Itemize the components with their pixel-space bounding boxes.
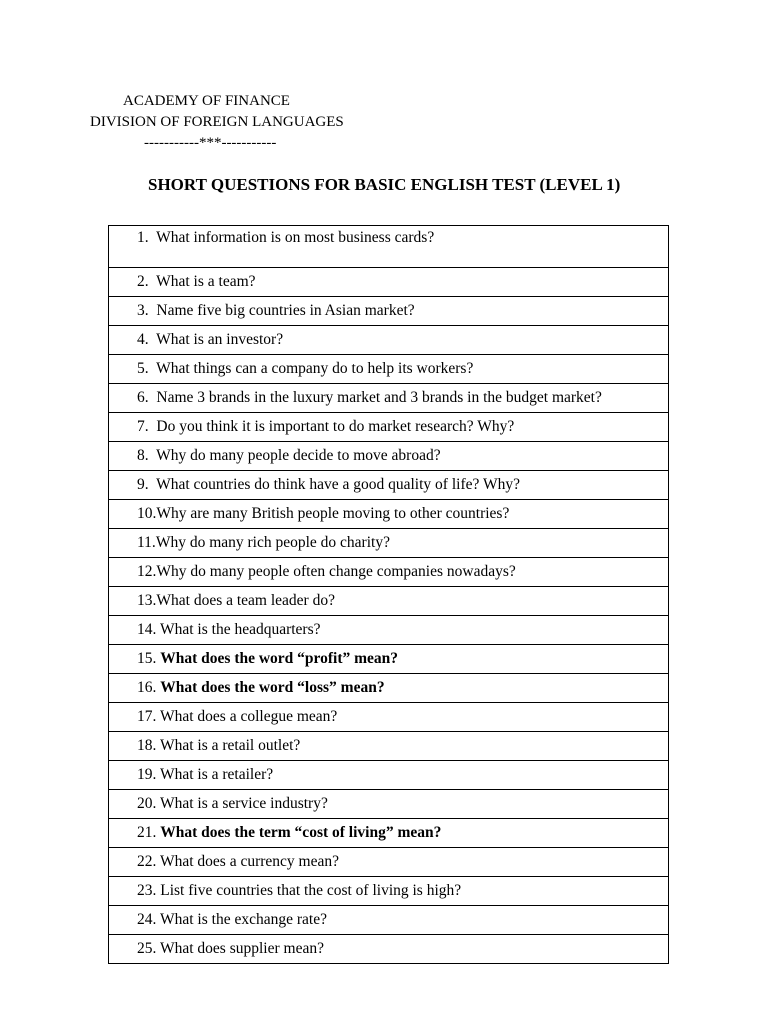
question-cell <box>109 355 669 384</box>
question-row <box>109 819 669 848</box>
question-number: 21. <box>137 824 161 841</box>
question-cell <box>109 819 669 848</box>
question-text: Why are many British people moving to other countries? <box>156 505 510 522</box>
question-cell <box>109 471 669 500</box>
question-number: 18. <box>137 737 160 754</box>
question-number: 7. <box>137 418 157 435</box>
question-cell <box>109 761 669 790</box>
question-row <box>109 645 669 674</box>
question-row <box>109 442 669 471</box>
question-text: Name 3 brands in the luxury market and 3 brands in the budget market? <box>156 389 602 406</box>
question-row <box>109 790 669 819</box>
question-text: What is a retail outlet? <box>159 737 301 754</box>
question-text: What is a retailer? <box>159 766 274 783</box>
institution-name: ACADEMY OF FINANCE <box>123 93 290 109</box>
question-text: What does the word “loss” mean? <box>160 679 385 696</box>
question-cell <box>109 848 669 877</box>
question-row <box>109 297 669 326</box>
question-text: Why do many people decide to move abroad? <box>156 447 441 464</box>
question-number: 8. <box>137 447 157 464</box>
question-row <box>109 848 669 877</box>
question-number: 11. <box>137 534 156 551</box>
question-row <box>109 703 669 732</box>
question-cell <box>109 384 669 413</box>
question-row <box>109 355 669 384</box>
header-separator: -----------***----------- <box>144 135 277 151</box>
question-text: What does the term “cost of living” mean? <box>160 824 442 841</box>
question-cell <box>109 732 669 761</box>
question-number: 2. <box>137 273 157 290</box>
question-number: 25. <box>137 940 160 957</box>
question-row <box>109 935 669 964</box>
question-cell <box>109 935 669 964</box>
question-number: 12. <box>137 563 157 580</box>
question-text: What countries do think have a good quality of life? Why? <box>156 476 520 493</box>
question-row <box>109 326 669 355</box>
question-row <box>109 268 669 297</box>
question-number: 24. <box>137 911 160 928</box>
question-number: 14. <box>137 621 160 638</box>
question-text: Why do many people often change companies nowadays? <box>156 563 516 580</box>
question-number: 15. <box>137 650 161 667</box>
question-number: 6. <box>137 389 157 406</box>
document-title: SHORT QUESTIONS FOR BASIC ENGLISH TEST (LEVEL 1) <box>148 175 621 194</box>
question-cell <box>109 790 669 819</box>
question-row <box>109 732 669 761</box>
question-text: What is a service industry? <box>159 795 328 812</box>
question-cell <box>109 442 669 471</box>
question-number: 4. <box>137 331 157 348</box>
question-text: What does a team leader do? <box>156 592 335 609</box>
question-row <box>109 906 669 935</box>
question-text: What does the word “profit” mean? <box>160 650 399 667</box>
question-number: 22. <box>137 853 160 870</box>
question-text: What does a collegue mean? <box>159 708 338 725</box>
question-cell <box>109 268 669 297</box>
question-number: 9. <box>137 476 157 493</box>
question-row <box>109 529 669 558</box>
question-cell <box>109 529 669 558</box>
question-row <box>109 761 669 790</box>
division-name: DIVISION OF FOREIGN LANGUAGES <box>90 114 344 130</box>
question-cell <box>109 645 669 674</box>
question-row <box>109 558 669 587</box>
question-number: 19. <box>137 766 160 783</box>
question-cell <box>109 226 669 268</box>
question-number: 10. <box>137 505 157 522</box>
questions-table <box>108 225 669 964</box>
question-cell <box>109 616 669 645</box>
question-text: What is an investor? <box>156 331 284 348</box>
question-number: 23. <box>137 882 161 899</box>
question-row <box>109 674 669 703</box>
question-number: 16. <box>137 679 161 696</box>
question-cell <box>109 906 669 935</box>
question-text: What is a team? <box>156 273 256 290</box>
question-row <box>109 877 669 906</box>
question-row <box>109 500 669 529</box>
question-cell <box>109 587 669 616</box>
question-cell <box>109 297 669 326</box>
question-number: 3. <box>137 302 157 319</box>
question-text: Do you think it is important to do market research? Why? <box>156 418 515 435</box>
question-text: What is the exchange rate? <box>159 911 327 928</box>
question-cell <box>109 413 669 442</box>
question-number: 13. <box>137 592 157 609</box>
question-row <box>109 471 669 500</box>
question-text: What things can a company do to help its workers? <box>156 360 474 377</box>
question-number: 5. <box>137 360 157 377</box>
question-number: 20. <box>137 795 160 812</box>
question-text: What information is on most business cards? <box>156 229 435 246</box>
question-cell <box>109 877 669 906</box>
question-cell <box>109 326 669 355</box>
question-text: Name five big countries in Asian market? <box>156 302 415 319</box>
question-text: What does supplier mean? <box>159 940 324 957</box>
question-text: Why do many rich people do charity? <box>155 534 390 551</box>
question-row <box>109 413 669 442</box>
question-number: 17. <box>137 708 160 725</box>
question-row <box>109 587 669 616</box>
question-row <box>109 616 669 645</box>
question-number: 1. <box>137 229 157 246</box>
question-cell <box>109 500 669 529</box>
question-text: What is the headquarters? <box>159 621 321 638</box>
question-text: List five countries that the cost of living is high? <box>160 882 462 899</box>
question-cell <box>109 674 669 703</box>
question-row <box>109 226 669 268</box>
question-cell <box>109 558 669 587</box>
question-row <box>109 384 669 413</box>
question-text: What does a currency mean? <box>159 853 339 870</box>
question-cell <box>109 703 669 732</box>
